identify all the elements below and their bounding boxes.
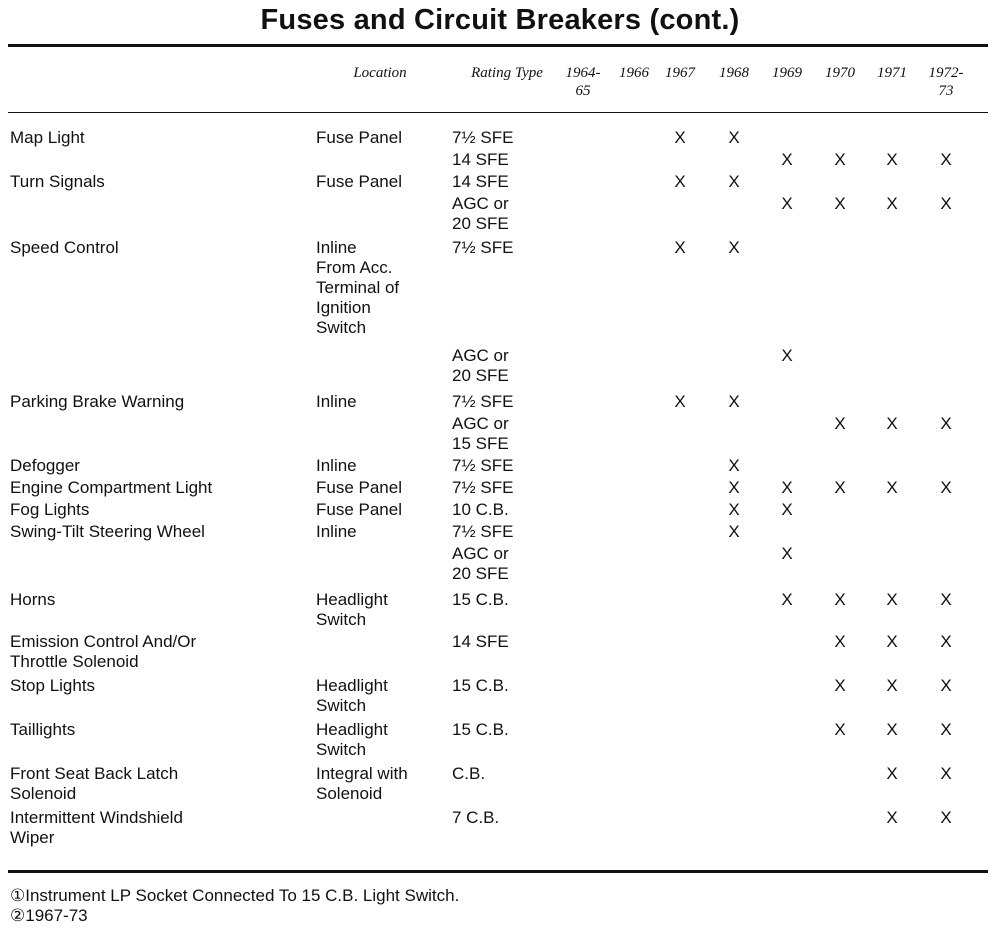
- year-mark: X: [674, 172, 686, 191]
- rating-type-cell: 14 SFE: [452, 172, 509, 191]
- footnote-1: ①Instrument LP Socket Connected To 15 C.B. Light Switch.: [10, 886, 460, 905]
- rating-type-cell: 10 C.B.: [452, 500, 509, 519]
- year-mark: X: [940, 414, 952, 433]
- page-title: Fuses and Circuit Breakers (cont.): [260, 4, 740, 36]
- location-cell: Headlight Switch: [316, 676, 388, 715]
- rating-type-cell: 7½ SFE: [452, 392, 514, 411]
- rating-type-cell: 15 C.B.: [452, 720, 509, 739]
- year-mark: X: [781, 500, 793, 519]
- component-name: Fog Lights: [10, 500, 90, 519]
- year-mark: X: [886, 808, 898, 827]
- year-mark: X: [940, 720, 952, 739]
- year-mark: X: [886, 764, 898, 783]
- year-mark: X: [728, 522, 740, 541]
- year-mark: X: [834, 478, 846, 497]
- component-name: Turn Signals: [10, 172, 105, 191]
- component-name: Defogger: [10, 456, 80, 475]
- location-cell: Fuse Panel: [316, 128, 402, 147]
- year-mark: X: [834, 414, 846, 433]
- header-year: 1970: [825, 65, 855, 81]
- year-mark: X: [781, 194, 793, 213]
- rating-type-cell: AGC or 15 SFE: [452, 414, 509, 453]
- location-cell: Inline: [316, 522, 357, 541]
- year-mark: X: [886, 194, 898, 213]
- year-mark: X: [728, 500, 740, 519]
- location-cell: Fuse Panel: [316, 172, 402, 191]
- year-mark: X: [834, 590, 846, 609]
- header-year: 1964- 65: [565, 65, 601, 99]
- year-mark: X: [940, 194, 952, 213]
- year-mark: X: [940, 676, 952, 695]
- header-year: 1968: [719, 65, 749, 81]
- year-mark: X: [781, 150, 793, 169]
- year-mark: X: [674, 392, 686, 411]
- rating-type-cell: 7½ SFE: [452, 478, 514, 497]
- year-mark: X: [886, 150, 898, 169]
- year-mark: X: [834, 632, 846, 651]
- header-year: 1967: [665, 65, 695, 81]
- header-rating-type: Rating Type: [471, 65, 543, 81]
- year-mark: X: [834, 194, 846, 213]
- year-mark: X: [781, 544, 793, 563]
- year-mark: X: [728, 456, 740, 475]
- year-mark: X: [886, 414, 898, 433]
- year-mark: X: [674, 238, 686, 257]
- header-location: Location: [353, 65, 407, 81]
- year-mark: X: [781, 478, 793, 497]
- component-name: Speed Control: [10, 238, 119, 257]
- rating-type-cell: 7½ SFE: [452, 522, 514, 541]
- location-cell: Inline: [316, 456, 357, 475]
- year-mark: X: [728, 478, 740, 497]
- rating-type-cell: 7½ SFE: [452, 128, 514, 147]
- location-cell: Integral with Solenoid: [316, 764, 408, 803]
- location-cell: Fuse Panel: [316, 500, 402, 519]
- component-name: Map Light: [10, 128, 85, 147]
- year-mark: X: [834, 150, 846, 169]
- rating-type-cell: 7½ SFE: [452, 456, 514, 475]
- rating-type-cell: AGC or 20 SFE: [452, 194, 509, 233]
- rating-type-cell: 7½ SFE: [452, 238, 514, 257]
- year-mark: X: [834, 720, 846, 739]
- year-mark: X: [886, 632, 898, 651]
- location-cell: Inline: [316, 392, 357, 411]
- year-mark: X: [781, 590, 793, 609]
- header-year: 1972- 73: [928, 65, 964, 99]
- component-name: Intermittent Windshield Wiper: [10, 808, 183, 847]
- header-rule: [8, 112, 988, 113]
- component-name: Emission Control And/Or Throttle Solenoid: [10, 632, 197, 671]
- footnote-2: ②1967-73: [10, 906, 88, 925]
- year-mark: X: [940, 590, 952, 609]
- rating-type-cell: 15 C.B.: [452, 590, 509, 609]
- year-mark: X: [834, 676, 846, 695]
- component-name: Swing-Tilt Steering Wheel: [10, 522, 205, 541]
- year-mark: X: [940, 764, 952, 783]
- bottom-rule: [8, 870, 988, 873]
- header-year: 1969: [772, 65, 802, 81]
- rating-type-cell: AGC or 20 SFE: [452, 544, 509, 583]
- year-mark: X: [886, 676, 898, 695]
- year-mark: X: [781, 346, 793, 365]
- footnotes: [10, 886, 459, 926]
- year-mark: X: [940, 632, 952, 651]
- component-name: Parking Brake Warning: [10, 392, 185, 411]
- header-year: 1966: [619, 65, 649, 81]
- component-name: Horns: [10, 590, 56, 609]
- rating-type-cell: 15 C.B.: [452, 676, 509, 695]
- location-cell: Inline From Acc. Terminal of Ignition Switch: [316, 238, 400, 337]
- year-mark: X: [728, 392, 740, 411]
- year-mark: X: [886, 590, 898, 609]
- rating-type-cell: 7 C.B.: [452, 808, 500, 827]
- location-cell: Headlight Switch: [316, 720, 388, 759]
- rating-type-cell: 14 SFE: [452, 150, 509, 169]
- component-name: Stop Lights: [10, 676, 96, 695]
- top-rule: [8, 44, 988, 47]
- year-mark: X: [674, 128, 686, 147]
- year-mark: X: [886, 478, 898, 497]
- location-cell: Headlight Switch: [316, 590, 388, 629]
- rating-type-cell: AGC or 20 SFE: [452, 346, 509, 385]
- location-cell: Fuse Panel: [316, 478, 402, 497]
- year-mark: X: [940, 478, 952, 497]
- year-mark: X: [940, 808, 952, 827]
- year-mark: X: [940, 150, 952, 169]
- year-mark: X: [728, 128, 740, 147]
- rating-type-cell: C.B.: [452, 764, 486, 783]
- component-name: Front Seat Back Latch Solenoid: [10, 764, 179, 803]
- year-mark: X: [728, 238, 740, 257]
- year-mark: X: [728, 172, 740, 191]
- year-mark: X: [886, 720, 898, 739]
- component-name: Taillights: [10, 720, 76, 739]
- header-year: 1971: [877, 65, 907, 81]
- rating-type-cell: 14 SFE: [452, 632, 509, 651]
- component-name: Engine Compartment Light: [10, 478, 213, 497]
